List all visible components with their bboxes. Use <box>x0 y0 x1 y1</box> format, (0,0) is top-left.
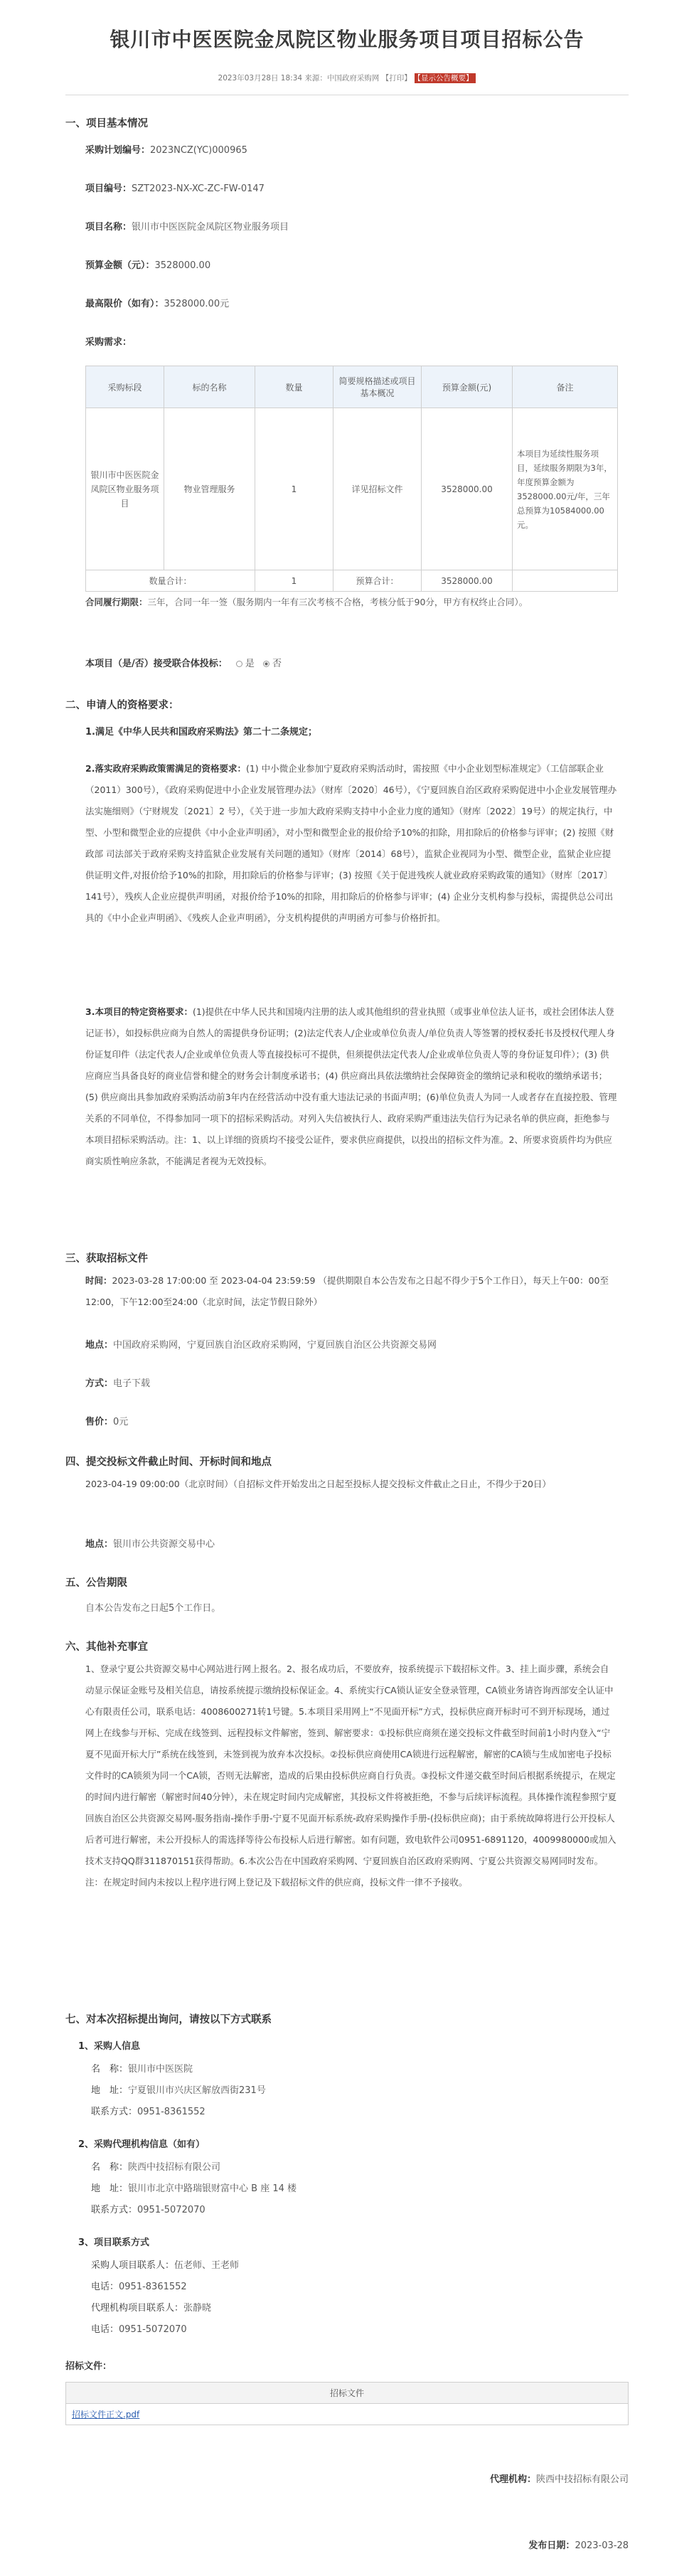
project-number-label: 项目编号： <box>85 183 132 194</box>
contact-tel-2-label: 电话： <box>91 2324 119 2335</box>
qualification-3 <box>85 1001 617 1172</box>
purchaser-name-row <box>91 2061 193 2075</box>
deadline-text: 2023-04-19 09:00:00（北京时间）（自招标文件开始发出之日起至投标人提交投标文件截止之日止，不得少于20日） <box>85 1479 551 1489</box>
agency-address-label: 地 址： <box>91 2183 129 2194</box>
section-6-heading: 六、其他补充事宜 <box>65 1641 148 1653</box>
qualification-3-body: (1)提供在中华人民共和国境内注册的法人或其他组织的营业执照（或事业单位法人证书，或社会团体法人登记证书），如投标供应商为自然人的需提供身份证明；(2)法定代表人/企业或单位负责人/单位负责人等签署的授权委托书及授权代理人身份证复印件（法定代表人/企业或单位负责人等直接投标可不提供，但须提供法定代表人/企业或单位负责人等的身份证复印件）；(3) 供应商应当具备良好的商业信誉和健全的财务会计制度承诺书；(4) 供应商出具依法缴纳社会保障资金的缴纳记录和税收的缴纳承诺书；(5) 供应商出具参加政府采购活动前3年内在经营活动中没有重大违法记录的书面声明；(6)单位负责人为同一人或者存在直接控股、管理关系的不同单位，不得参加同一项下的招标采购活动。对列入失信被执行人、政府采购严重违法失信行为记录名单的供应商，拒绝参与本项目招标采购活动。注：1、以上详细的资质均不接受公证件，要求供应商提供，以投出的招标文件为准。2、所要求资质件均为供应商实质性响应条款，不能满足者视为无效投标。 <box>85 1006 617 1166</box>
agency-contact-row <box>91 2300 211 2314</box>
table-row <box>86 408 618 570</box>
footer-agency: 陕西中技招标有限公司 <box>535 2474 629 2485</box>
obtain-method-row <box>85 1375 150 1389</box>
contact-tel-2: 0951-5072070 <box>119 2324 187 2335</box>
total-budget-value: 3528000.00 <box>422 570 513 592</box>
agency-tel-label: 联系方式： <box>91 2205 138 2215</box>
no-label: 否 <box>272 659 282 669</box>
obtain-time-label: 时间： <box>85 1275 112 1286</box>
qualification-2-title: 2.落实政府采购政策需满足的资格要求： <box>85 763 246 774</box>
table-cell <box>513 570 618 592</box>
obtain-method-value: 电子下载 <box>113 1378 151 1389</box>
contract-period-value: 三年，合同一年一签（服务期内一年有三次考核不合格，考核分低于90分，甲方有权终止合同）。 <box>147 597 528 607</box>
plan-number-label: 采购计划编号： <box>85 145 151 156</box>
qualification-3-title: 3.本项目的特定资格要求： <box>85 1006 193 1017</box>
opening-place-row <box>85 1536 215 1550</box>
agency-name-row <box>91 2159 220 2173</box>
files-header: 招标文件 <box>66 2383 629 2404</box>
supplement-text: 1、登录宁夏公共资源交易中心网站进行网上报名。2、报名成功后，不要放弃，按系统提示下载招标文件。3、挂上面步骤，系统会自动显示保证金账号及相关信息，请按系统提示缴纳投标保证金。4、系统实行CA锁认证安全登录管理，CA锁业务请咨询西部安全认证中心有限责任公司，联系电话：4008600271转1号键。5.本项目采用网上“不见面开标”方式，投标供应商开标时可不到开标现场，通过网上在线参与开标、完成在线签到、远程投标文件解密，签到、解密要求：①投标供应商须在递交投标文件截至时间前1小时内登入“宁夏不见面开标大厅”系统在线签到，未签到视为放弃本次投标。②投标供应商使用CA锁进行远程解密，解密的CA锁与生成加密电子投标文件时的CA锁须为同一个CA锁，否则无法解密，造成的后果由投标供应商自行负责。③投标文件递交截至时间后根据系统提示，在规定的时间内进行解密（解密时间40分钟），未在规定时间内完成解密，其投标文件将被拒绝，不参与后续评标流程。具体操作流程参照宁夏回族自治区公共资源交易网-服务指南-操作手册-宁夏不见面开标系统-政府采购操作手册-(投标供应商)；由于系统故障将进行公开投标人后者可进行解密，未公开投标人的需选择等待公布投标人后进行解密。如有问题，致电软件公司0951-6891120，4009980000或加入技术支持QQ群311870151获得帮助。6.本次公告在中国政府采购网、宁夏回族自治区政府采购网、宁夏公共资源交易网同时发布。注：在规定时间内未按以上程序进行网上登记及下载招标文件的供应商，投标文件一律不予接收。 <box>85 1664 617 1888</box>
consortium-label: 本项目（是/否）接受联合体投标： <box>85 659 228 669</box>
agency-tel-row <box>91 2202 205 2215</box>
table-header-cell: 数量 <box>255 366 333 408</box>
table-cell: 3528000.00 <box>422 408 513 570</box>
budget-label: 预算金额（元）： <box>85 260 155 271</box>
obtain-time-value: 2023-03-28 17:00:00 至 2023-04-04 23:59:59 （提供期限自本公告发布之日起不得少于5个工作日），每天上午00：00至12:00，下午12:00至24:00（北京时间，法定节假日除外） <box>85 1275 609 1307</box>
contract-period <box>85 592 617 613</box>
agency-address: 银川市北京中路瑞银财富中心 B 座 14 楼 <box>128 2183 297 2194</box>
procurement-table <box>85 366 618 592</box>
plan-number-row <box>85 142 247 156</box>
project-name-label: 项目名称： <box>85 222 132 233</box>
footer-date-row <box>528 2538 629 2551</box>
contact-tel-1-label: 电话： <box>91 2282 119 2292</box>
project-number-value: SZT2023-NX-XC-ZC-FW-0147 <box>132 183 265 194</box>
purchaser-contact-label: 采购人项目联系人： <box>91 2260 175 2271</box>
files-table <box>65 2382 629 2425</box>
max-price-label: 最高限价（如有）： <box>85 299 164 309</box>
section-4-heading: 四、提交投标文件截止时间、开标时间和地点 <box>65 1457 272 1468</box>
table-header-row <box>86 366 618 408</box>
contact-tel-1-row <box>91 2279 187 2292</box>
files-header-row <box>66 2383 629 2404</box>
consortium-row <box>85 656 282 669</box>
purchaser-address-label: 地 址： <box>91 2085 129 2096</box>
opening-place-value: 银川市公共资源交易中心 <box>113 1539 215 1550</box>
project-name-value: 银川市中医医院金凤院区物业服务项目 <box>132 222 289 233</box>
purchaser-name-label: 名 称： <box>91 2064 129 2075</box>
contact-tel-1: 0951-8361552 <box>119 2282 187 2292</box>
file-download-link[interactable]: 招标文件正文.pdf <box>72 2410 140 2420</box>
table-cell: 物业管理服务 <box>164 408 255 570</box>
section-2-heading: 二、申请人的资格要求： <box>65 700 179 711</box>
project-contact-heading: 3、项目联系方式 <box>78 2237 150 2248</box>
purchaser-tel: 0951-8361552 <box>137 2107 205 2117</box>
obtain-time <box>85 1270 617 1313</box>
obtain-price-row <box>85 1414 128 1427</box>
purchaser-address-row <box>91 2082 266 2096</box>
budget-row <box>85 257 210 271</box>
notice-period: 自本公告发布之日起5个工作日。 <box>85 1603 221 1614</box>
section-3-heading: 三、获取招标文件 <box>65 1253 148 1265</box>
table-cell: 详见招标文件 <box>333 408 422 570</box>
footer-agency-row <box>490 2471 629 2485</box>
meta-text: 2023年03月28日 18:34 来源：中国政府采购网 【打印】 <box>218 74 412 83</box>
purchaser-tel-row <box>91 2104 205 2117</box>
purchaser-contact-row <box>91 2257 239 2271</box>
obtain-price-value: 0元 <box>113 1417 129 1427</box>
yes-label: 是 <box>245 659 255 669</box>
budget-value: 3528000.00 <box>154 260 211 271</box>
section-7-heading: 七、对本次招标提出询问，请按以下方式联系 <box>65 2014 272 2026</box>
table-header-cell: 预算金额(元) <box>422 366 513 408</box>
purchaser-name: 银川市中医医院 <box>128 2064 193 2075</box>
yes-radio[interactable] <box>236 661 242 667</box>
obtain-place-value: 中国政府采购网，宁夏回族自治区政府采购网，宁夏回族自治区公共资源交易网 <box>113 1340 437 1351</box>
agency-contact-label: 代理机构项目联系人： <box>91 2303 184 2314</box>
footer-date: 2023-03-28 <box>575 2540 629 2551</box>
qualification-1: 1.满足《中华人民共和国政府采购法》第二十二条规定； <box>85 727 317 738</box>
table-header-cell: 标的名称 <box>164 366 255 408</box>
opening-place-label: 地点： <box>85 1539 114 1550</box>
demand-label: 采购需求： <box>85 337 132 348</box>
purchaser-contact: 伍老师、王老师 <box>174 2260 240 2271</box>
contract-period-label: 合同履行期限： <box>85 597 148 607</box>
table-cell: 本项目为延续性服务项目，延续服务期限为3年，年度预算金额为3528000.00元/年，三年总预算为10584000.00元。 <box>513 408 618 570</box>
contact-tel-2-row <box>91 2321 187 2335</box>
section-5-heading: 五、公告期限 <box>65 1577 127 1589</box>
project-number-row <box>85 181 265 194</box>
page-title: 银川市中医医院金凤院区物业服务项目项目招标公告 <box>110 28 584 51</box>
obtain-price-label: 售价： <box>85 1417 114 1427</box>
meta-line <box>0 73 694 83</box>
summary-toggle-button[interactable]: 【显示公告概要】 <box>415 73 476 83</box>
table-cell: 1 <box>255 408 333 570</box>
max-price-value: 3528000.00元 <box>164 299 230 309</box>
table-total-row <box>86 570 618 592</box>
obtain-place-row <box>85 1337 437 1351</box>
agency-address-row <box>91 2181 297 2194</box>
qualification-2-body: (1) 中小微企业参加宁夏政府采购活动时，需按照《中小企业划型标准规定》（工信部联企业（2011）300号），《政府采购促进中小企业发展管理办法》（财库〔2020〕46号），《宁夏回族自治区政府采购促进中小企业发展管理办法实施细则》（宁财规发〔2021〕2 号），《关于进一步加大政府采购支持中小企业力度的通知》（财库〔2022〕19号）的规定执行，中型、小型和微型企业的应提供《中小企业声明函》，对小型和微型企业的报价给予10%的扣除，用扣除后的价格参与评审；(2) 按照《财政部 司法部关于政府采购支持监狱企业发展有关问题的通知》（财库〔2014〕68号），监狱企业视同为小型、微型企业，监狱企业应提供证明文件,对报价给予10%的扣除，用扣除后的价格参与评审；(3) 按照《关于促进残疾人就业政府采购政策的通知》（财库〔2017〕141号），残疾人企业应提供声明函，对报价给予10%的扣除，用扣除后的价格参与评审；(4) 企业分支机构参与投标，需提供总公司出具的《中小企业声明函》、《残疾人企业声明函》，分支机构提供的声明函方可参与价格折扣。 <box>85 763 617 923</box>
footer-agency-label: 代理机构： <box>489 2474 536 2485</box>
obtain-place-label: 地点： <box>85 1340 114 1351</box>
agency-info-heading: 2、采购代理机构信息（如有） <box>78 2139 205 2150</box>
plan-number-value: 2023NCZ(YC)000965 <box>150 145 247 156</box>
total-qty-value: 1 <box>255 570 333 592</box>
footer-date-label: 发布日期： <box>528 2540 575 2551</box>
table-header-cell: 备注 <box>513 366 618 408</box>
qualification-2 <box>85 758 617 929</box>
agency-name: 陕西中技招标有限公司 <box>128 2162 221 2173</box>
file-cell <box>66 2404 629 2425</box>
table-header-cell: 采购标段 <box>86 366 164 408</box>
agency-tel: 0951-5072070 <box>137 2205 205 2215</box>
section-1-heading: 一、项目基本情况 <box>65 118 148 129</box>
table-cell: 银川市中医医院金凤院区物业服务项目 <box>86 408 164 570</box>
project-name-row <box>85 219 289 233</box>
agency-contact: 张静晓 <box>183 2303 212 2314</box>
agency-name-label: 名 称： <box>91 2162 129 2173</box>
total-budget-label: 预算合计： <box>333 570 422 592</box>
purchaser-info-heading: 1、采购人信息 <box>78 2041 141 2052</box>
files-row <box>66 2404 629 2425</box>
no-radio[interactable] <box>263 661 269 667</box>
purchaser-address: 宁夏银川市兴庆区解放西街231号 <box>128 2085 266 2096</box>
files-label: 招标文件： <box>65 2361 112 2372</box>
table-header-cell: 简要规格描述或项目基本概况 <box>333 366 422 408</box>
obtain-method-label: 方式： <box>85 1378 114 1389</box>
total-qty-label: 数量合计： <box>86 570 255 592</box>
purchaser-tel-label: 联系方式： <box>91 2107 138 2117</box>
max-price-row <box>85 296 229 309</box>
